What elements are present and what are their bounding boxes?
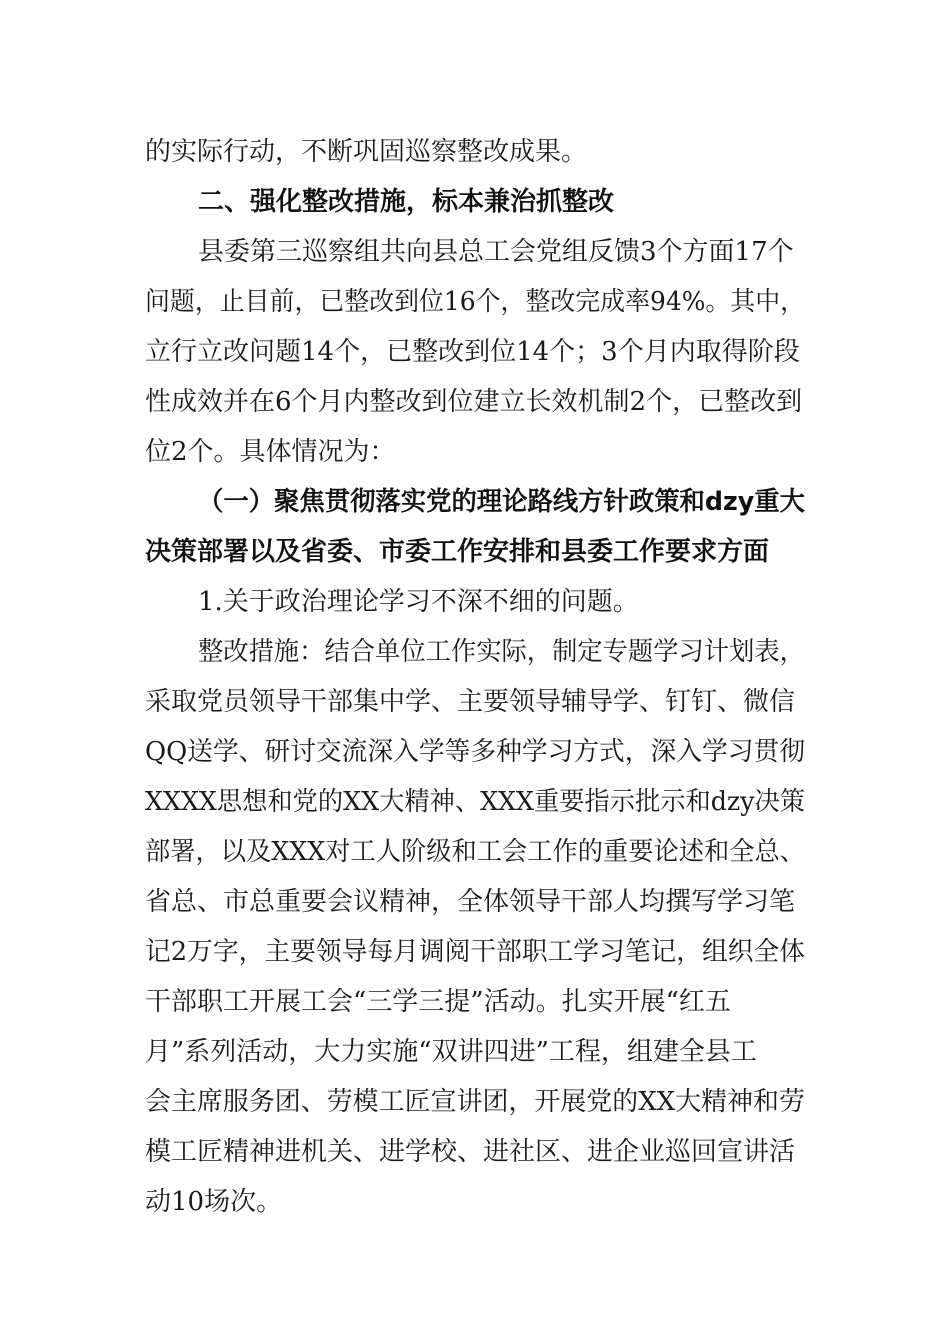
- text-line: XXXX思想和党的XX大精神、XXX重要指示批示和dzy决策: [145, 787, 805, 817]
- text-line: 的实际行动，不断巩固巡察整改成果。: [145, 137, 588, 167]
- text-line: 问题，止目前，已整改到位16个，整改完成率94%。其中，: [145, 287, 806, 317]
- text-line: 县委第三巡察组共向县总工会党组反馈3个方面17个: [198, 237, 794, 267]
- subsection-heading: （一）聚焦贯彻落实党的理论路线方针政策和dzy重大: [198, 487, 806, 517]
- text-line: 部署，以及XXX对工人阶级和工会工作的重要论述和全总、: [145, 837, 806, 867]
- text-line: 动10场次。: [145, 1187, 283, 1217]
- text-line: 位2个。具体情况为：: [145, 437, 396, 467]
- text-line: 干部职工开展工会“三学三提”活动。扎实开展“红五: [145, 987, 731, 1017]
- text-line: 性成效并在6个月内整改到位建立长效机制2个，已整改到: [145, 387, 803, 417]
- text-line: 采取党员领导干部集中学、主要领导辅导学、钉钉、微信: [145, 687, 796, 717]
- text-line: 省总、市总重要会议精神，全体领导干部人均撰写学习笔: [145, 887, 796, 917]
- text-line: 会主席服务团、劳模工匠宣讲团，开展党的XX大精神和劳: [145, 1087, 805, 1117]
- text-line: 模工匠精神进机关、进学校、进社区、进企业巡回宣讲活: [145, 1137, 796, 1167]
- item-title: 1.关于政治理论学习不深不细的问题。: [198, 587, 639, 617]
- text-line: 记2万字，主要领导每月调阅干部职工学习笔记，组织全体: [145, 937, 806, 967]
- section-heading: 二、强化整改措施，标本兼治抓整改: [198, 187, 615, 217]
- text-line: 整改措施：结合单位工作实际，制定专题学习计划表，: [198, 637, 805, 667]
- text-line: QQ送学、研讨交流深入学等多种学习方式，深入学习贯彻: [145, 737, 805, 767]
- text-line: 月”系列活动，大力实施“双讲四进”工程，组建全县工: [145, 1037, 757, 1067]
- subsection-heading: 决策部署以及省委、市委工作安排和县委工作要求方面: [145, 537, 770, 567]
- text-line: 立行立改问题14个，已整改到位14个；3个月内取得阶段: [145, 337, 800, 367]
